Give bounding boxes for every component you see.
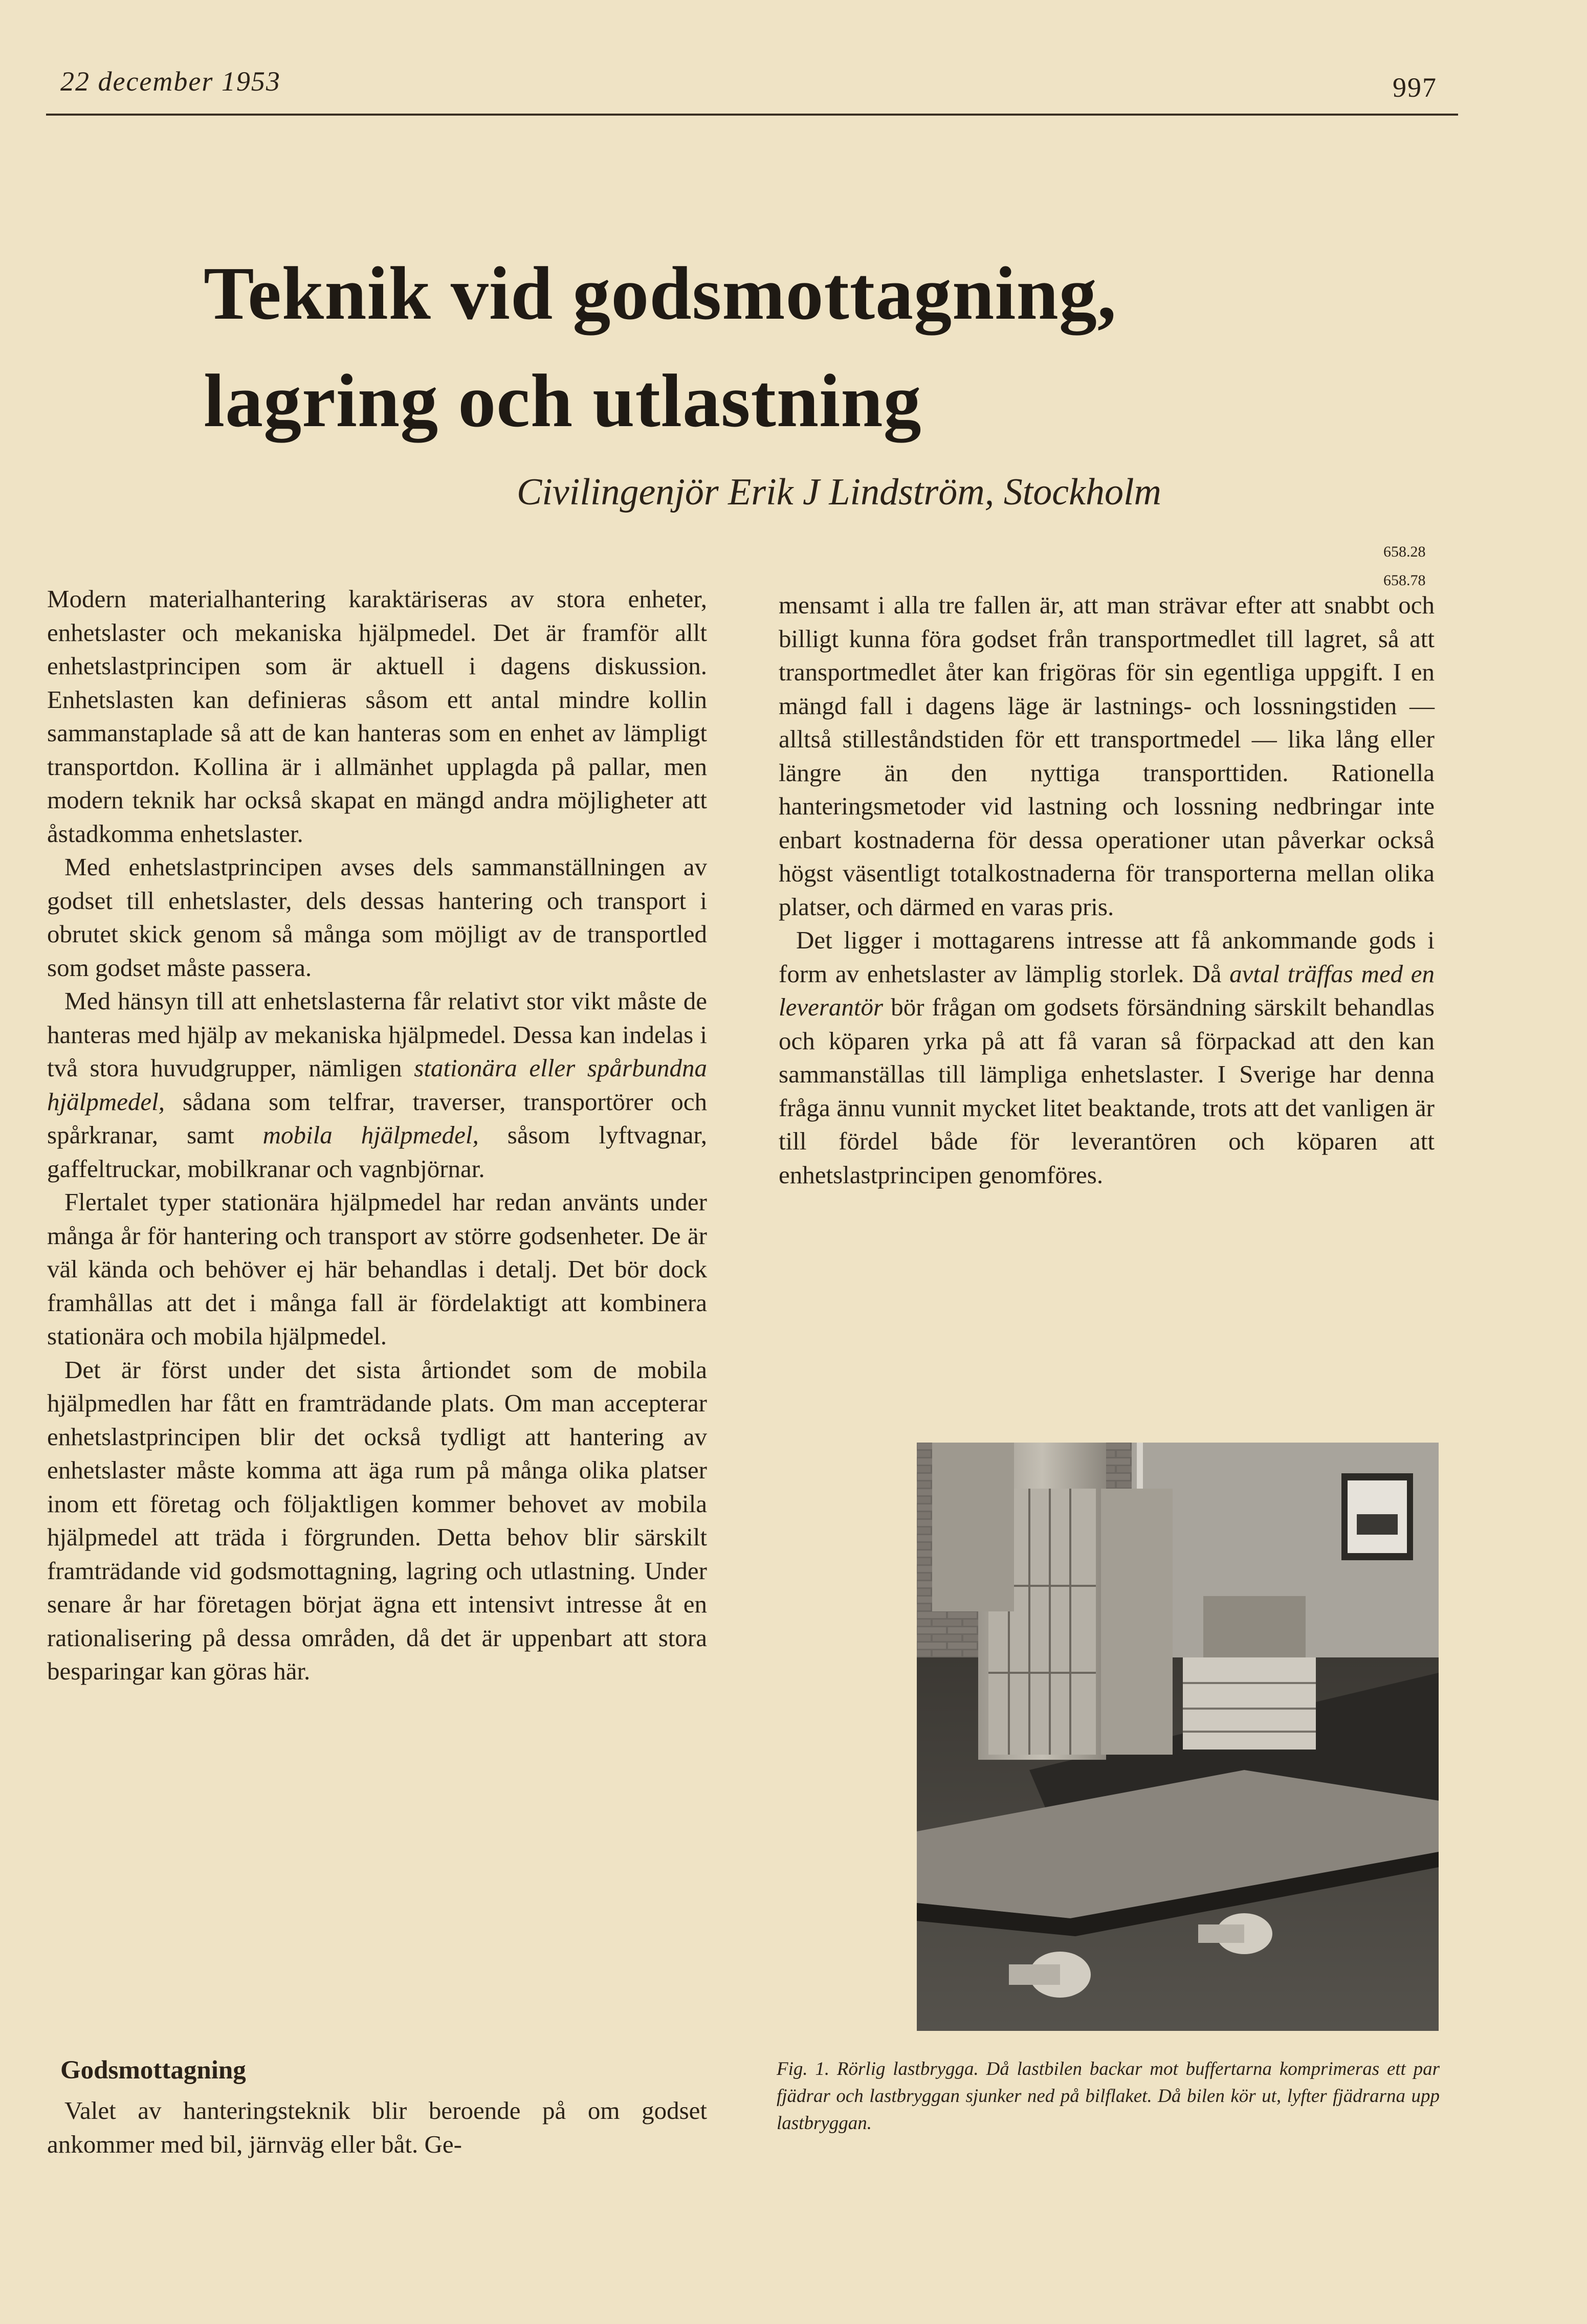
header-date: 22 december 1953	[60, 66, 281, 97]
emphasis: avtal träffas med en leverantör	[779, 959, 1435, 1021]
paragraph: Med enhetslastprincipen avses dels sammanställningen av godset till enhetslaster, dels dessas hantering och transport i obrutet skick genom så många som möjligt av de transportled som godset måste passera.	[47, 853, 707, 982]
text-run: Det ligger i mottagarens intresse att få ankommande gods i form av enhetslaster av lämplig storlek. Då	[779, 926, 1435, 988]
text-run: sådana som telfrar, traverser, transportörer och spårkranar, samt	[47, 1087, 707, 1149]
figure-caption: Fig. 1. Rörlig lastbrygga. Då lastbilen backar mot buffertarna komprimeras ett par fjädrar och lastbryggan sjunker ned på bilflaket. Då bilen kör ut, lyfter fjädrarna upp lastbryggan.	[777, 2059, 1440, 2134]
article-author: Civilingenjör Erik J Lindström, Stockholm	[517, 471, 1161, 513]
text-run: Med hänsyn till att enhetslasterna får relativt stor vikt måste de hanteras med hjälp av mekaniska hjälpmedel. Dessa kan indelas i två stora huvudgrupper, nämligen	[47, 987, 707, 1082]
section-heading: Godsmottagning	[60, 2056, 246, 2085]
paragraph	[47, 984, 707, 1185]
paragraph: Flertalet typer stationära hjälpmedel har redan använts under många år för hantering och transport av större godsenheter. De är väl kända och behöver ej här behandlas i detalj. Det bör dock framhållas att det i många fall är fördelaktigt att kombinera stationära och mobila hjälpmedel.	[47, 1188, 707, 1350]
paragraph: mensamt i alla tre fallen är, att man strävar efter att snabbt och billigt kunna föra godset från transportmedlet till lagret, så att transportmedlet åter kan frigöras för sin egentliga uppgift. I en mängd fall i dagens läge är lastnings- och lossningstiden — alltså stilleståndstiden för ett transportmedel — lika lång eller längre än den nyttiga transporttiden. Rationella hanteringsmetoder vid lastning och lossning nedbringar inte enbart kostnaderna för dessa operationer utan påverkar också högst väsentligt totalkostnaderna för transporterna mellan olika platser, och därmed en varas pris.	[779, 591, 1435, 921]
classification-code: 658.78	[1383, 572, 1426, 589]
paragraph	[779, 923, 1435, 1191]
text-run: bör frågan om godsets försändning särskilt behandlas och köparen yrka på att få varan så förpackad att den kan sammanställas till lämpliga enhetslaster. I Sverige har denna fråga ännu vunnit mycket litet beaktande, trots att det vanligen är till fördel både för leverantören och köparen att enhetslastprincipen genomföres.	[779, 993, 1435, 1189]
figure-photo	[917, 1443, 1439, 2031]
loading-dock-photo	[917, 1443, 1439, 2031]
paragraph: Valet av hanteringsteknik blir beroende på om godset ankommer med bil, järnväg eller båt. Ge-	[47, 2096, 707, 2158]
article-title-line-1: Teknik vid godsmottagning,	[204, 252, 1117, 336]
right-column	[779, 588, 1435, 1191]
paragraph: Det är först under det sista årtiondet som de mobila hjälpmedlen har fått en framträdande plats. Om man accepterar enhetslastprincipen blir det också tydligt att hantering av enhetslaster måste komma att äga rum på många olika platser inom ett företag och följaktligen kommer behovet av mobila hjälpmedel att träda i förgrunden. Detta behov blir särskilt framträdande vid godsmottagning, lagring och utlastning. Under senare år har företagen börjat ägna ett intensivt intresse åt en rationalisering på dessa områden, då det är uppenbart att stora besparingar kan göras här.	[47, 1355, 707, 1685]
header-rule	[46, 114, 1458, 116]
classification-code: 658.28	[1383, 543, 1426, 560]
text-run: såsom lyftvagnar, gaffeltruckar, mobilkranar och vagnbjörnar.	[47, 1121, 707, 1183]
emphasis: mobila hjälpmedel,	[262, 1121, 479, 1149]
emphasis: stationära eller spårbundna hjälpmedel,	[47, 1054, 707, 1116]
page-number: 997	[1393, 72, 1437, 103]
left-column	[47, 582, 707, 1688]
paragraph: Modern materialhantering karaktäriseras av stora enheter, enhetslaster och mekaniska hjälpmedel. Det är framför allt enhetslastprincipen som är aktuell i dagens diskussion. Enhetslasten kan definieras såsom ett antal mindre kollin sammanstaplade så att de kan hanteras som en enhet av lämpligt transportdon. Kollina är i allmänhet upplagda på pallar, men modern teknik har också skapat en mängd andra möjligheter att åstadkomma enhetslaster.	[47, 585, 707, 848]
article-title-line-2: lagring och utlastning	[204, 359, 922, 443]
left-column-continued	[47, 2094, 707, 2161]
